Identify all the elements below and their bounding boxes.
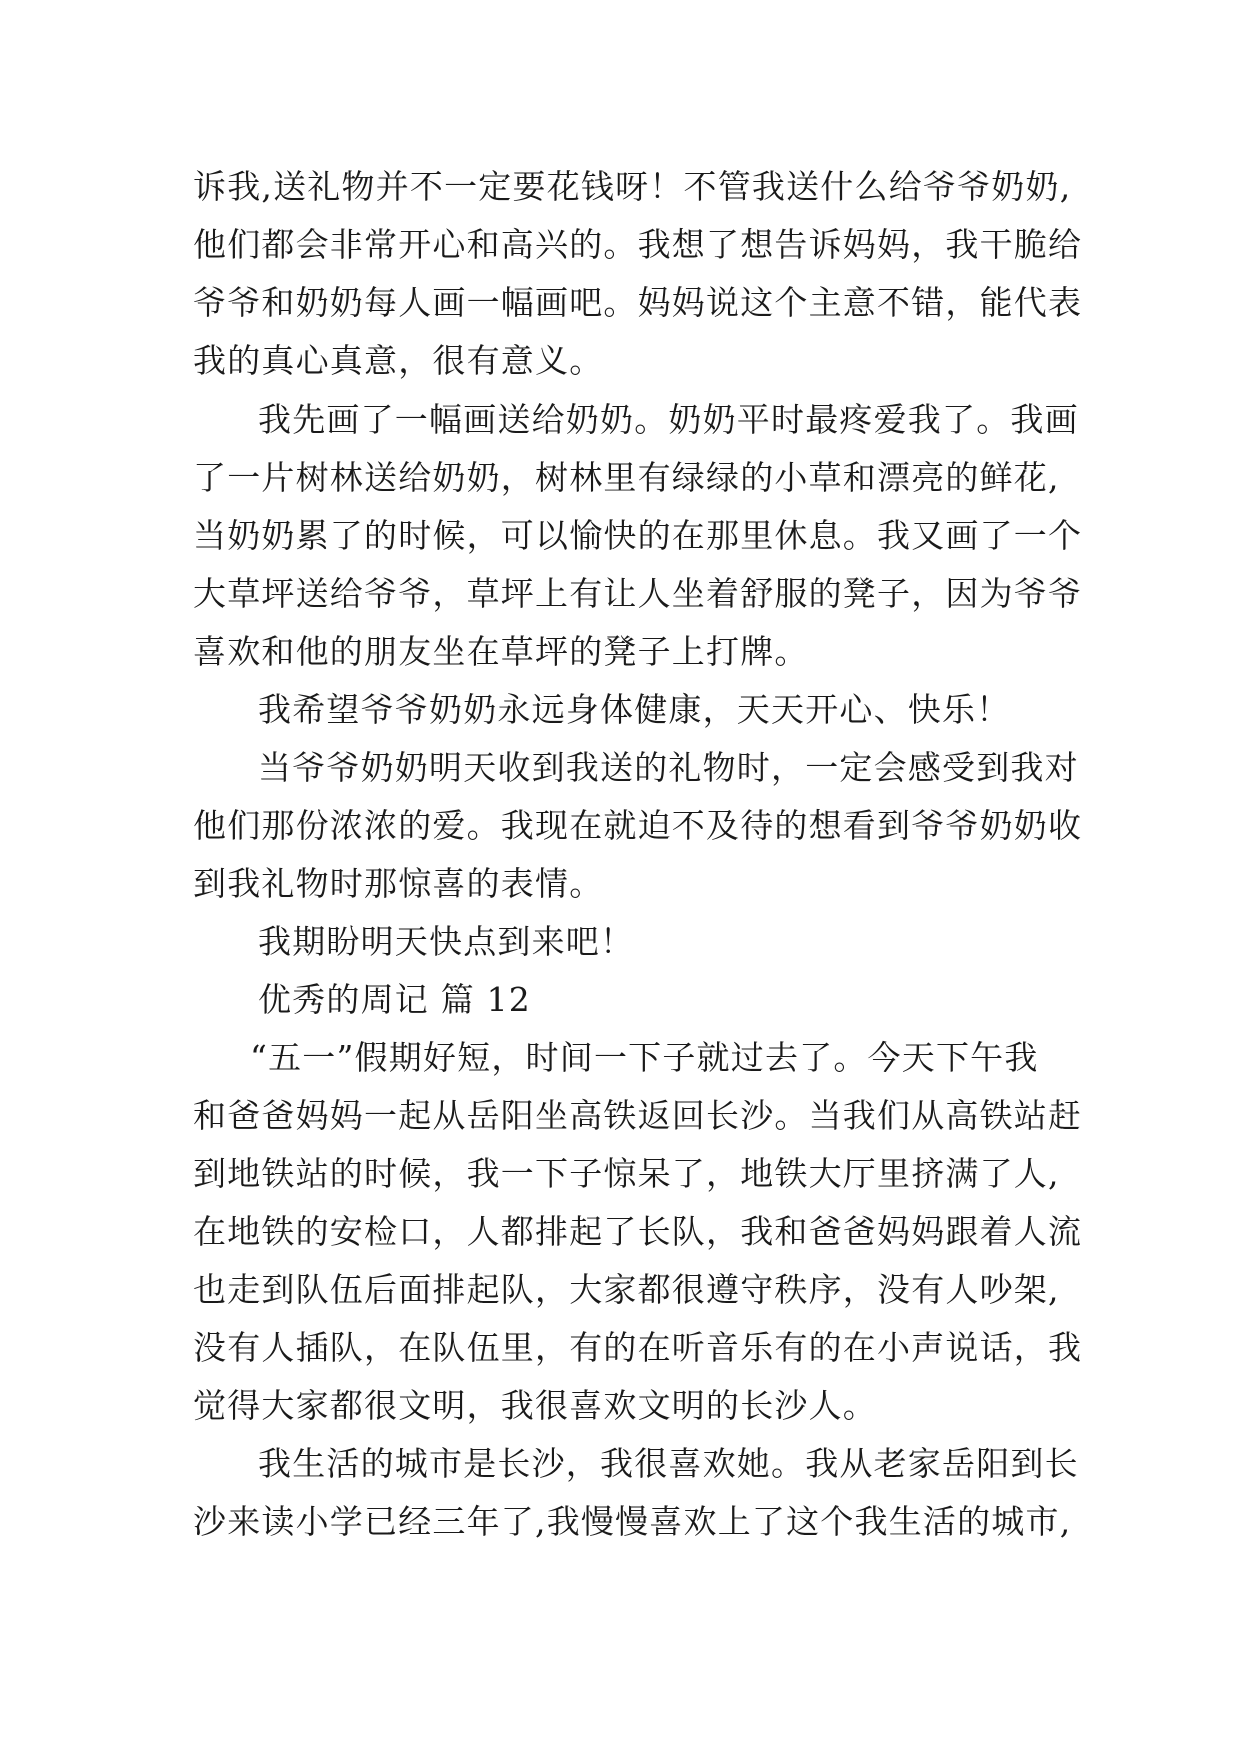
text-line: 喜欢和他的朋友坐在草坪的凳子上打牌。 <box>193 632 809 671</box>
paragraph-first-line: 我生活的城市是长沙，我很喜欢她。我从老家岳阳到长 <box>258 1444 1079 1483</box>
text-line: 沙来读小学已经三年了,我慢慢喜欢上了这个我生活的城市, <box>193 1502 1072 1541</box>
text-line: 也走到队伍后面排起队，大家都很遵守秩序，没有人吵架, <box>193 1270 1060 1309</box>
paragraph-first-line: 我期盼明天快点到来吧！ <box>258 922 635 961</box>
text-line: 诉我,送礼物并不一定要花钱呀！不管我送什么给爷爷奶奶, <box>193 167 1072 206</box>
text-line: 没有人插队，在队伍里，有的在听音乐有的在小声说话，我 <box>193 1328 1083 1367</box>
text-line: 觉得大家都很文明，我很喜欢文明的长沙人。 <box>193 1386 877 1425</box>
text-line: 大草坪送给爷爷，草坪上有让人坐着舒服的凳子，因为爷爷 <box>193 574 1083 613</box>
paragraph-first-line: 当爷爷奶奶明天收到我送的礼物时，一定会感受到我对 <box>258 748 1079 787</box>
paragraph-first-line: 我希望爷爷奶奶永远身体健康，天天开心、快乐！ <box>258 690 1011 729</box>
text-line: 了一片树林送给奶奶，树林里有绿绿的小草和漂亮的鲜花, <box>193 458 1060 497</box>
text-line: 他们那份浓浓的爱。我现在就迫不及待的想看到爷爷奶奶收 <box>193 806 1083 845</box>
text-line: 到地铁站的时候，我一下子惊呆了，地铁大厅里挤满了人, <box>193 1154 1060 1193</box>
text-line: 到我礼物时那惊喜的表情。 <box>193 864 604 903</box>
text-line: 在地铁的安检口，人都排起了长队，我和爸爸妈妈跟着人流 <box>193 1212 1083 1251</box>
section-heading: 优秀的周记 篇 12 <box>258 980 531 1019</box>
paragraph-first-line: “五一”假期好短，时间一下子就过去了。今天下午我 <box>250 1038 1039 1077</box>
text-line: 他们都会非常开心和高兴的。我想了想告诉妈妈，我干脆给 <box>193 225 1083 264</box>
text-line: 当奶奶累了的时候，可以愉快的在那里休息。我又画了一个 <box>193 516 1083 555</box>
paragraph-first-line: 我先画了一幅画送给奶奶。奶奶平时最疼爱我了。我画 <box>258 400 1079 439</box>
text-line: 和爸爸妈妈一起从岳阳坐高铁返回长沙。当我们从高铁站赶 <box>193 1096 1083 1135</box>
text-line: 爷爷和奶奶每人画一幅画吧。妈妈说这个主意不错，能代表 <box>193 283 1083 322</box>
text-line: 我的真心真意，很有意义。 <box>193 341 604 380</box>
